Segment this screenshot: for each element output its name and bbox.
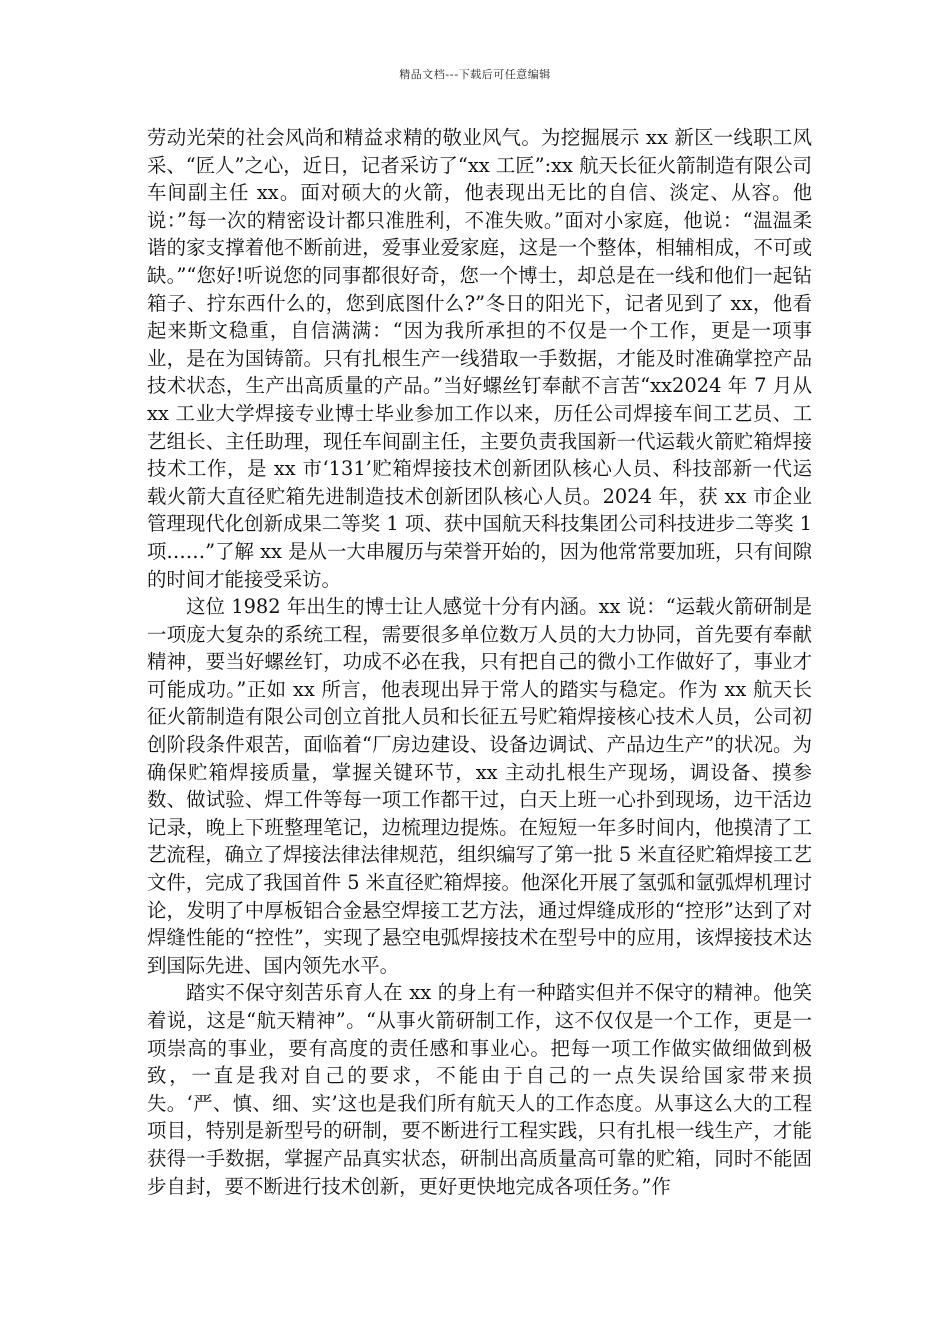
page-header: 精品文档---下载后可任意编辑: [399, 68, 551, 81]
paragraph-3: 踏实不保守刻苦乐育人在 xx 的身上有一种踏实但并不保守的精神。他笑着说，这是“航天精神”。“从事火箭研制工作，这不仅仅是一个工作，更是一项崇高的事业，要有高度的责任感和事业心。把每一项工作做实做细做到极致，一直是我对自己的要求，不能由于自己的一点失误给国家带来损失。‘严、慎、细、实’这也是我们所有航天人的工作态度。从事这么大的工程项目，特别是新型号的研制，要不断进行工程实践，只有扎根一线生产，才能获得一手数据，掌握产品真实状态，研制出高质量高可靠的贮箱，同时不能固步自封，要不断进行技术创新，更好更快地完成各项任务。”作: [147, 981, 812, 1198]
paragraph-2: 这位 1982 年出生的博士让人感觉十分有内涵。xx 说：“运载火箭研制是一项庞大复杂的系统工程，需要很多单位数万人员的大力协同，首先要有奉献精神，要当好螺丝钉，功成不必在我，只有把自己的微小工作做好了，事业才可能成功。”正如 xx 所言，他表现出异于常人的踏实与稳定。作为 xx 航天长征火箭制造有限公司创立首批人员和长征五号贮箱焊接核心技术人员，公司初创阶段条件艰苦，面临着“厂房边建设、设备边调试、产品边生产”的状况。为确保贮箱焊接质量，掌握关键环节，xx 主动扎根生产现场，调设备、摸参数、做试验、焊工件等每一项工作都干过，白天上班一心扑到现场，边干活边记录，晚上下班整理笔记，边梳理边提炼。在短短一年多时间内，他摸清了工艺流程，确立了焊接法律法律规范，组织编写了第一批 5 米直径贮箱焊接工艺文件，完成了我国首件 5 米直径贮箱焊接。他深化开展了氢弧和氩弧焊机理讨论，发明了中厚板铝合金悬空焊接工艺方法，通过焊缝成形的“控形”达到了对焊缝性能的“控性”，实现了悬空电弧焊接技术在型号中的应用，该焊接技术达到国际先进、国内领先水平。: [147, 595, 812, 977]
document-body: [147, 124, 812, 1200]
paragraph-1: 劳动光荣的社会风尚和精益求精的敬业风气。为挖掘展示 xx 新区一线职工风采、“匠人”之心，近日，记者采访了“xx 工匠”:xx 航天长征火箭制造有限公司车间副主任 xx。面对硕大的火箭，他表现出无比的自信、淡定、从容。他说：”每一次的精密设计都只准胜利，不准失败。”面对小家庭，他说：“温温柔谐的家支撑着他不断前进，爱事业爱家庭，这是一个整体，相辅相成，不可或缺。”“您好!听说您的同事都很好奇，您一个博士，却总是在一线和他们一起钻箱子、拧东西什么的，您到底图什么?”冬日的阳光下，记者见到了 xx，他看起来斯文稳重，自信满满：“因为我所承担的不仅是一个工作，更是一项事业，是在为国铸箭。只有扎根生产一线猎取一手数据，才能及时准确掌控产品技术状态，生产出高质量的产品。”当好螺丝钉奉献不言苦“xx2024 年 7 月从 xx 工业大学焊接专业博士毕业参加工作以来，历任公司焊接车间工艺员、工艺组长、主任助理，现任车间副主任，主要负责我国新一代运载火箭贮箱焊接技术工作，是 xx 市‘131’贮箱焊接技术创新团队核心人员、科技部新一代运载火箭大直径贮箱先进制造技术创新团队核心人员。2024 年，获 xx 市企业管理现代化创新成果二等奖 1 项、获中国航天科技集团公司科技进步二等奖 1 项……”了解 xx 是从一大串履历与荣誉开始的，因为他常常要加班，只有间隙的时间才能接受采访。: [147, 126, 813, 591]
